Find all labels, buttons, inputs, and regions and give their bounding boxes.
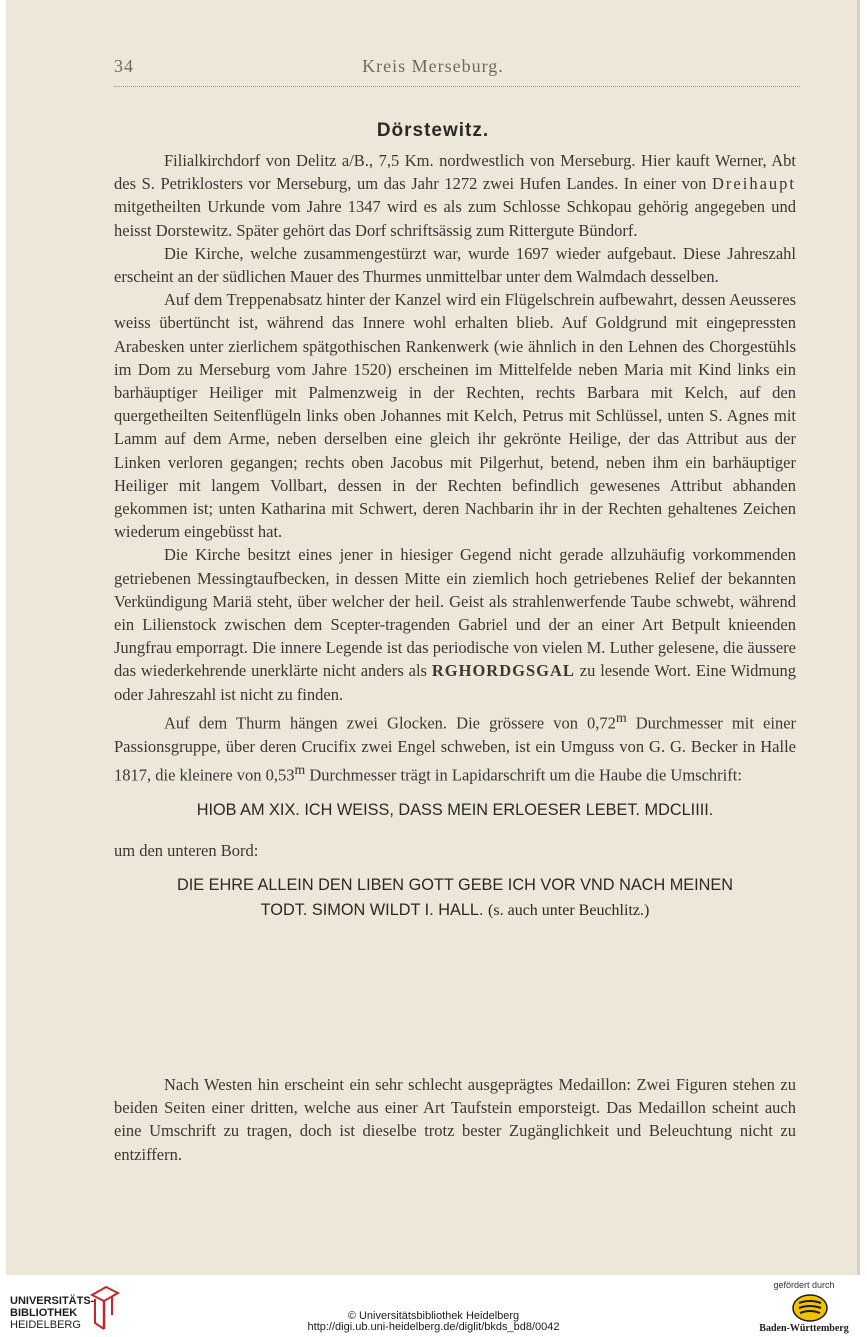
funder-name: Baden-Württemberg bbox=[759, 1323, 849, 1334]
text-run: Filialkirchdorf von Delitz a/B., 7,5 Km. nordwestlich von Merseburg. Hier kauft Werner, Abt des S. Petriklosters vor Merseburg, um das Jahr 1272 zwei Hufen Landes. In einer von bbox=[114, 151, 796, 194]
unit-superscript: m bbox=[294, 761, 306, 777]
spaced-name-dreihaupt: Dreihaupt bbox=[712, 174, 796, 194]
running-title: Kreis Merseburg. bbox=[362, 56, 504, 76]
cross-reference-note: (s. auch unter Beuchlitz.) bbox=[488, 901, 650, 919]
text-run: Durchmesser mit einer Passionsgruppe, über deren Crucifix zwei Engel schweben, ist ein Umguss von G. G. Becker in Halle 1817, die kleinere von 0,53 bbox=[114, 713, 797, 785]
page-number: 34 bbox=[114, 56, 134, 76]
blackletter-word: RGHORDGSGAL bbox=[431, 661, 575, 681]
continuation-wrap bbox=[114, 835, 796, 862]
library-name-line1: UNIVERSITÄTS- bbox=[10, 1295, 95, 1307]
body-text-lower bbox=[114, 1073, 796, 1166]
text-run: Die Kirche besitzt eines jener in hiesiger Gegend nicht gerade allzuhäufig vorkommenden getriebenen Messingtaufbecken, in dessen Mitte ein ziemlich hoch getriebenes Relief der bekannten Verkündigung Mariä steht, über welcher der heil. Geist als strahlenwerfende Taube schwebt, während ein Lilienstock zwischen dem Scepter-tragenden Gabriel und der an einer Art Betpult knieenden Jungfrau emporragt. Die innere Legende ist das periodische von vielen M. Luther gelesene, die äussere das wiederkehrende unerklärte nicht anders als bbox=[114, 545, 796, 681]
bell-inscription-2-line1: DIE EHRE ALLEIN DEN LIBEN GOTT GEBE ICH VOR VND NACH MEINEN bbox=[176, 875, 734, 894]
paragraph-baptismal-basin bbox=[114, 543, 796, 705]
paragraph-church: Die Kirche, welche zusammengestürzt war, wurde 1697 wieder aufgebaut. Diese Jahreszahl erscheint an der südlichen Mauer des Thurmes unmittelbar unter dem Walmdach desselben. bbox=[114, 243, 796, 287]
section-title: Dörstewitz. bbox=[376, 120, 490, 141]
copyright-text: © Universitätsbibliothek Heidelberg bbox=[347, 1310, 520, 1322]
continuation-line: um den unteren Bord: bbox=[114, 841, 259, 861]
funded-by-label: gefördert durch bbox=[773, 1280, 835, 1290]
text-run: mitgetheilten Urkunde vom Jahre 1347 wird es als zum Schlosse Schkopau gehörig angegeben und heisst Dorstewitz. Später gehört das Dorf schriftsässig zum Rittergute Bündorf. bbox=[114, 197, 796, 240]
text-run: Auf dem Thurm hängen zwei Glocken. Die grössere von 0,72 bbox=[164, 713, 616, 733]
footer-credit bbox=[0, 1311, 867, 1333]
paragraph-history bbox=[114, 149, 796, 242]
permalink-url[interactable]: http://digi.ub.uni-heidelberg.de/diglit/bkds_bd8/0042 bbox=[307, 1321, 560, 1333]
coat-of-arms-icon bbox=[791, 1293, 829, 1323]
bell-inscription-2-line2 bbox=[114, 898, 796, 923]
inscription-text: TODT. SIMON WILDT I. HALL. bbox=[260, 900, 484, 919]
body-text-upper bbox=[114, 149, 796, 923]
scanned-page bbox=[6, 0, 860, 1275]
text-run: Durchmesser trägt in Lapidarschrift um die Haube die Umschrift: bbox=[305, 765, 742, 785]
paragraph-altar-shrine: Auf dem Treppenabsatz hinter der Kanzel wird ein Flügelschrein aufbewahrt, dessen Aeusseres weiss übertüncht ist, während das Innere wohl erhalten blieb. Auf Goldgrund mit eingepressten Arabesken unter zierlichem spätgothischen Rankenwerk (wie ähnlich in den Lehnen des Chorgestühls im Dom zu Merseburg vom Jahre 1520) erscheinen im Mittelfelde neben Maria mit Kind links ein barhäuptiger Heiliger mit Palmenzweig in der Rechten, rechts Barbara mit Kelch, auf den quergetheilten Seitenflügeln links oben Johannes mit Kelch, Petrus mit Schlüssel, unten S. Agnes mit Lamm auf dem Arme, neben derselben eine gleich ihr gekrönte Heilige, der das Attribut aus der Linken verloren gegangen; rechts oben Jacobus mit Pilgerhut, betend, neben ihm ein barhäuptiger Heiliger mit langem Vollbart, dessen in der Rechten befindlich gewesenes Attribut abhanden gekommen ist; unten Katharina mit Schwert, deren Nachbarin ihr in der Rechten gehaltenes Zeichen wiederum eingebüsst hat. bbox=[114, 290, 796, 542]
running-head bbox=[6, 56, 860, 80]
unit-superscript: m bbox=[615, 709, 627, 725]
viewer-footer bbox=[0, 1275, 867, 1337]
text-run: zu lesende Wort. Eine Widmung oder Jahreszahl ist nicht zu finden. bbox=[114, 661, 796, 704]
paragraph-medallion: Nach Westen hin erscheint ein sehr schlecht ausgeprägtes Medaillon: Zwei Figuren stehen zu beiden Seiten einer dritten, welche aus einer Art Taufstein emporsteigt. Das Medaillon scheint auch eine Umschrift zu tragen, doch ist dieselbe trotz bester Zugänglichkeit und Beleuchtung nicht zu entziffern. bbox=[114, 1075, 796, 1164]
paragraph-bells bbox=[114, 706, 796, 787]
bell-inscription-1: HIOB AM XIX. ICH WEISS, DASS MEIN ERLOESER LEBET. MDCLIIII. bbox=[196, 801, 714, 820]
page-edge-shadow bbox=[857, 0, 860, 1275]
library-name-line2: BIBLIOTHEK bbox=[10, 1307, 78, 1319]
library-name-line3: HEIDELBERG bbox=[10, 1319, 81, 1331]
header-rule bbox=[114, 86, 800, 87]
